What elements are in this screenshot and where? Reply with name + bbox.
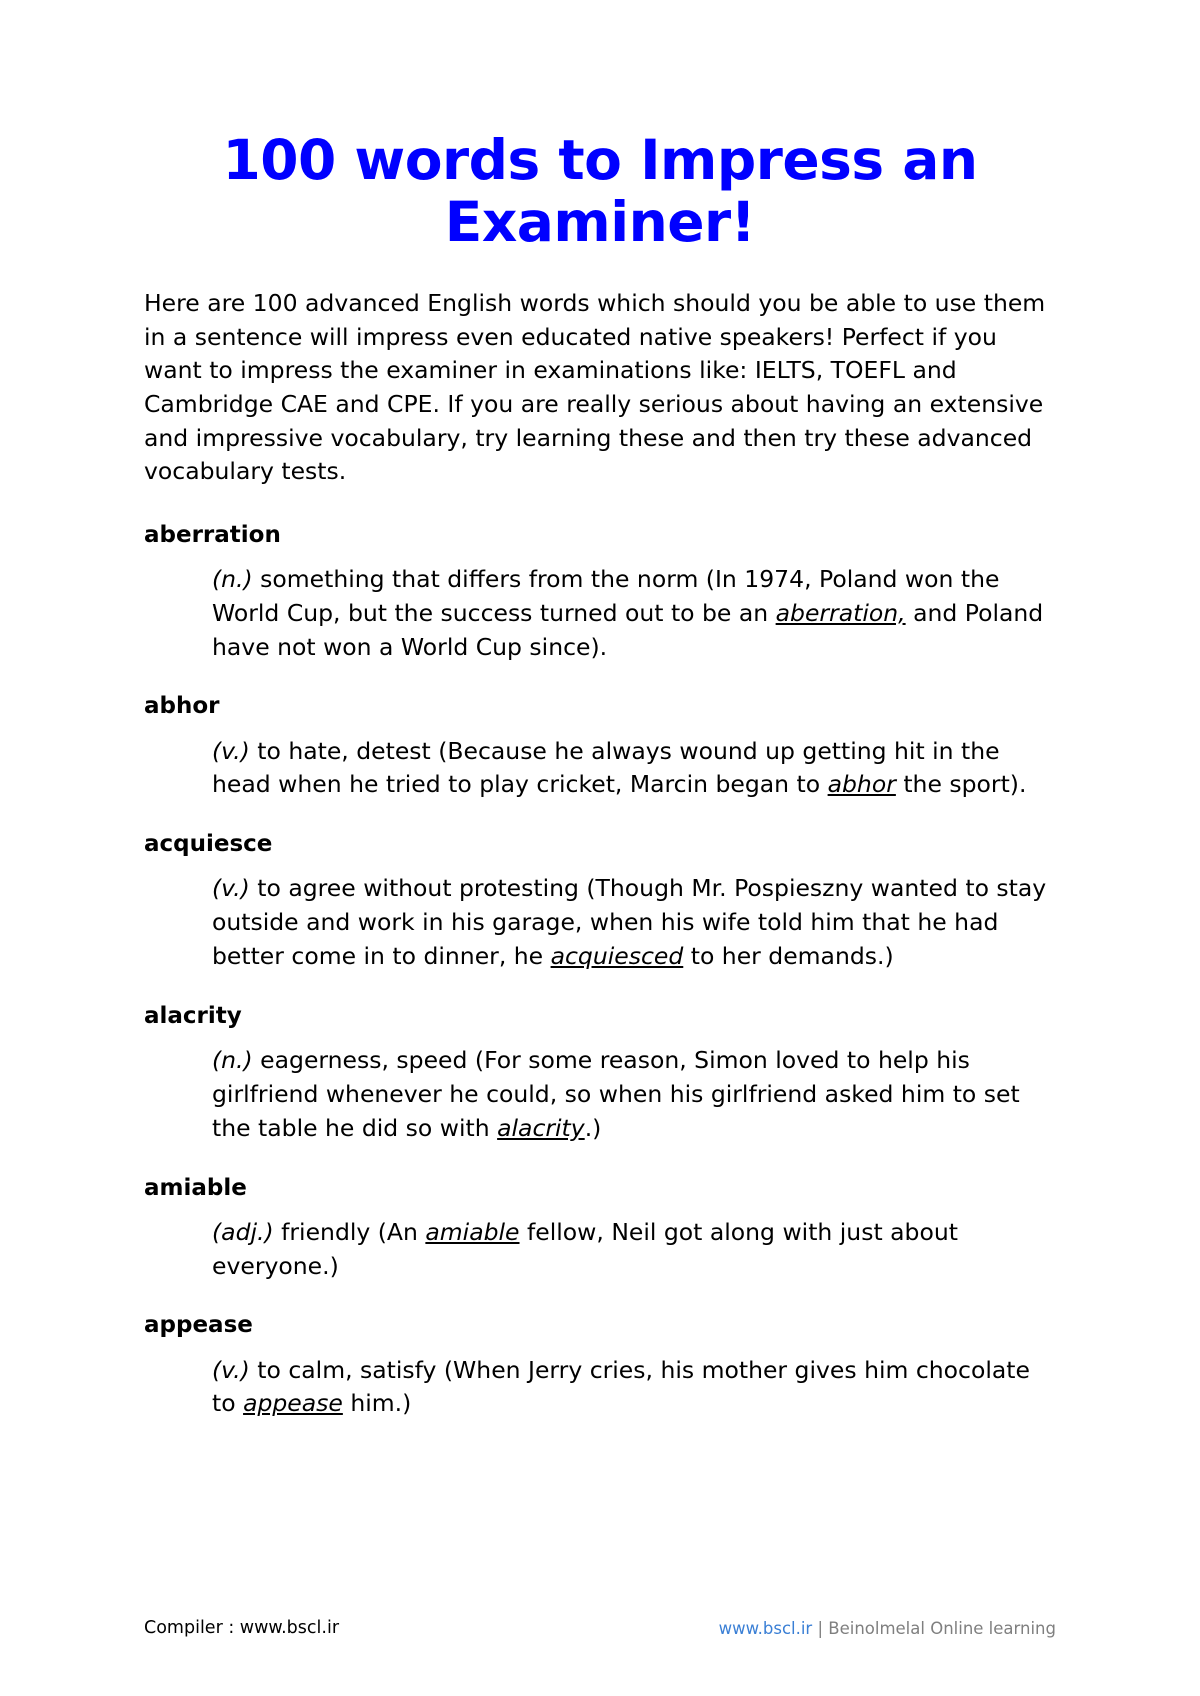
glossary-entry <box>144 1309 1056 1421</box>
example-word: amiable <box>425 1217 520 1246</box>
example-word: acquiesced <box>550 942 684 971</box>
definition-before: to hate, detest (Because he always wound up getting hit in the head when he tried to play cricket, Marcin began to <box>212 736 1000 799</box>
headword: aberration <box>144 521 281 548</box>
headword: appease <box>144 1312 253 1339</box>
definition-after: and Poland have not won a World Cup since). <box>212 598 1044 661</box>
part-of-speech: (n.) <box>212 564 253 593</box>
page-footer <box>144 1618 1056 1638</box>
part-of-speech: (v.) <box>212 736 250 765</box>
document-body <box>144 130 1056 1447</box>
footer-compiler: Compiler : www.bscl.ir <box>144 1618 340 1638</box>
definition-text <box>144 1354 1056 1422</box>
glossary-entry <box>144 828 1056 974</box>
example-word: aberration, <box>775 598 906 627</box>
footer-site <box>719 1619 1056 1638</box>
part-of-speech: (v.) <box>212 874 250 903</box>
part-of-speech: (n.) <box>212 1046 253 1075</box>
definition-text <box>144 1216 1056 1284</box>
glossary-entry <box>144 1000 1056 1146</box>
definition-text <box>144 1044 1056 1145</box>
glossary-entry <box>144 690 1056 802</box>
glossary-entry <box>144 1172 1056 1284</box>
definition-text <box>144 872 1056 973</box>
definition-after: him.) <box>342 1389 412 1418</box>
definition-after: the sport). <box>895 770 1027 799</box>
intro-paragraph: Here are 100 advanced English words which should you be able to use them in a sentence will impress even educated native speakers! Perfect if you want to impress the examiner in examinations like: IELTS, TOEFL and Cambridge CAE and CPE. If you are really serious about having an extensive and impressive vocabulary, try learning these and then try these advanced vocabulary tests. <box>144 289 1046 486</box>
definition-text <box>144 563 1056 664</box>
headword: alacrity <box>144 1002 242 1029</box>
headword: acquiesce <box>144 831 273 858</box>
glossary-entry <box>144 519 1056 665</box>
footer-site-link[interactable]: www.bscl.ir <box>718 1619 813 1638</box>
headword: amiable <box>144 1174 247 1201</box>
example-word: alacrity <box>497 1113 585 1142</box>
definition-after: .) <box>584 1113 602 1142</box>
definition-before: to agree without protesting (Though Mr. Pospieszny wanted to stay outside and work in his garage, when his wife told him that he had better come in to dinner, he <box>212 874 1047 971</box>
definition-after: fellow, Neil got along with just about everyone.) <box>212 1217 958 1280</box>
part-of-speech: (v.) <box>212 1355 250 1384</box>
page-title: 100 words to Impress an Examiner! <box>222 128 978 254</box>
definition-text <box>144 735 1056 803</box>
headword: abhor <box>144 693 220 720</box>
definition-before: eagerness, speed (For some reason, Simon loved to help his girlfriend whenever he could, so when his girlfriend asked him to set the table he did so with <box>212 1046 1020 1142</box>
footer-site-label: | Beinolmelal Online learning <box>812 1619 1056 1638</box>
definition-before: to calm, satisfy (When Jerry cries, his mother gives him chocolate to <box>212 1355 1030 1418</box>
definition-before: something that differs from the norm (In 1974, Poland won the World Cup, but the success turned out to be an <box>212 564 1000 627</box>
part-of-speech: (adj.) <box>212 1217 274 1246</box>
definition-after: to her demands.) <box>683 942 894 971</box>
example-word: abhor <box>827 770 896 799</box>
example-word: appease <box>243 1389 343 1418</box>
definition-before: friendly (An <box>273 1217 426 1246</box>
